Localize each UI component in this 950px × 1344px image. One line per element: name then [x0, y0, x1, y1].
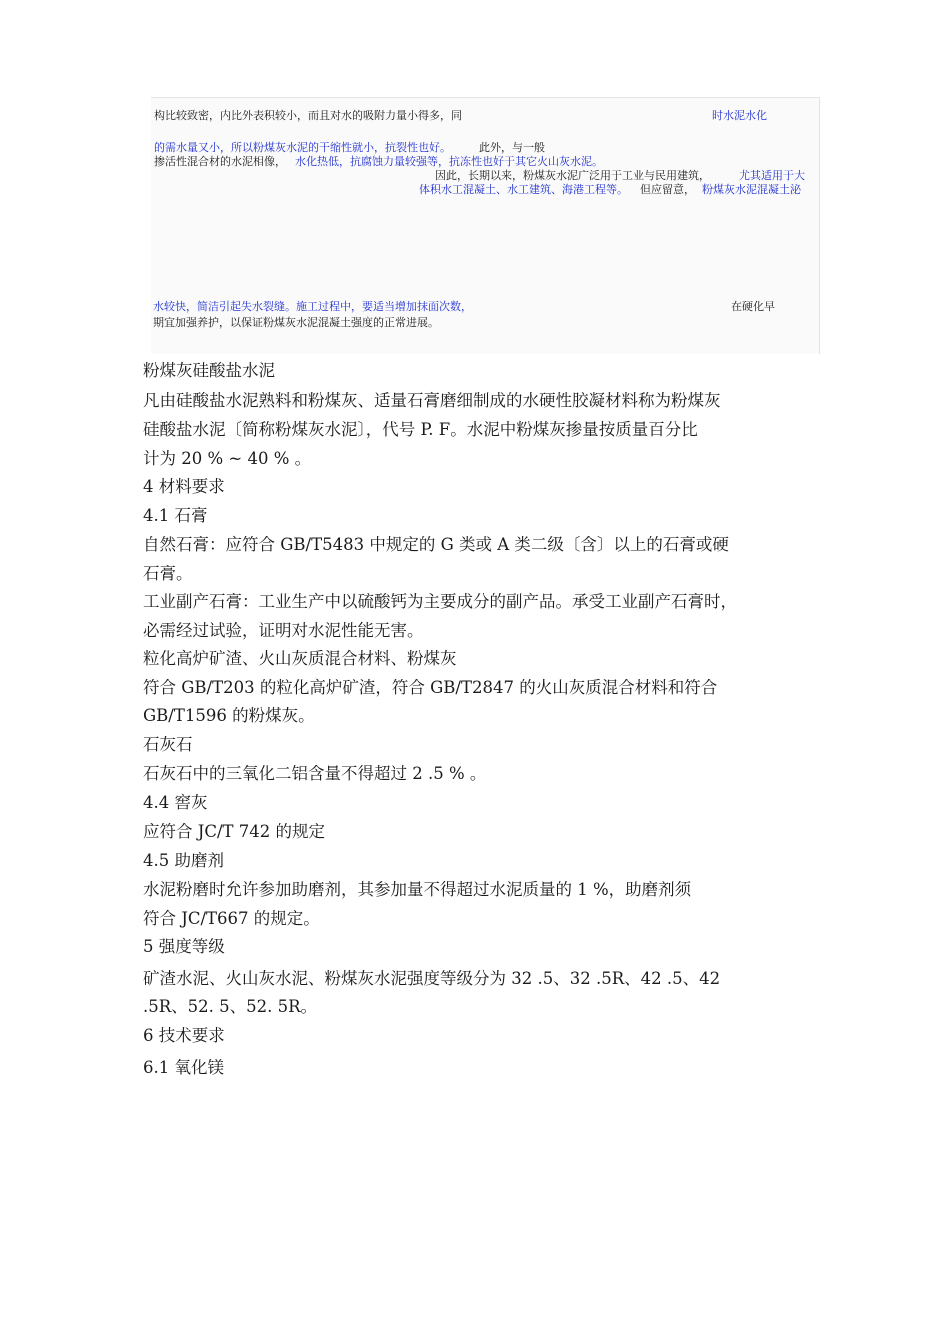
heading-5: 5 强度等级	[143, 937, 225, 956]
paragraph-line: 硅酸盐水泥〔简称粉煤灰水泥〕，代号 P. F。水泥中粉煤灰掺量按质量百分比	[143, 420, 698, 439]
heading-6: 6 技术要求	[143, 1026, 225, 1045]
box-line-1b: 时水泥水化	[712, 109, 767, 122]
heading-4: 4 材料要求	[143, 477, 225, 496]
paragraph-line: 自然石膏：应符合 GB/T5483 中规定的 G 类或 A 类二级〔含〕以上的石膏或硬	[143, 535, 729, 554]
paragraph-line: 工业副产石膏：工业生产中以硫酸钙为主要成分的副产品。承受工业副产石膏时，	[143, 592, 737, 611]
paragraph-line: 矿渣水泥、火山灰水泥、粉煤灰水泥强度等级分为 32 .5、32 .5R、42 .5、42	[143, 969, 721, 988]
paragraph-line: 石膏。	[143, 564, 193, 583]
paragraph-line: 应符合 JC/T 742 的规定	[143, 822, 326, 841]
heading-4-2: 粒化高炉矿渣、火山灰质混合材料、粉煤灰	[143, 649, 457, 668]
heading-4-1: 4.1 石膏	[143, 506, 208, 525]
heading-4-5: 4.5 助磨剂	[143, 851, 224, 870]
box-line-2a: 的需水量又小，所以粉煤灰水泥的干缩性就小，抗裂性也好。	[154, 141, 451, 154]
box-line-6a: 水较快，简洁引起失水裂缝。施工过程中，要适当增加抹面次数，	[153, 300, 472, 313]
box-line-5a: 体积水工混凝土、水工建筑、海港工程等。	[419, 183, 628, 196]
heading-4-3: 石灰石	[143, 735, 193, 754]
paragraph-line: 水泥粉磨时允许参加助磨剂，其参加量不得超过水泥质量的 1 %，助磨剂须	[143, 880, 692, 899]
paragraph-line: .5R、52. 5、52. 5R。	[143, 997, 318, 1016]
box-line-4a: 因此，长期以来，粉煤灰水泥广泛用于工业与民用建筑，	[435, 169, 710, 182]
paragraph-line: 符合 GB/T203 的粒化高炉矿渣，符合 GB/T2847 的火山灰质混合材料和符合	[143, 678, 718, 697]
heading-4-4: 4.4 窖灰	[143, 793, 208, 812]
paragraph-line: 石灰石中的三氧化二铝含量不得超过 2 .5 % 。	[143, 764, 487, 783]
section-title: 粉煤灰硅酸盐水泥	[143, 361, 275, 380]
box-line-1a: 构比较致密，内比外表积较小，而且对水的吸附力量小得多，同	[154, 109, 462, 122]
paragraph-line: 符合 JC/T667 的规定。	[143, 909, 320, 928]
box-line-2b: 此外，与一般	[479, 141, 545, 154]
box-line-6b: 在硬化早	[731, 300, 775, 313]
box-line-3a: 掺活性混合材的水泥相像，	[154, 155, 286, 168]
heading-6-1: 6.1 氧化镁	[143, 1058, 224, 1077]
box-line-5b: 但应留意，	[640, 183, 695, 196]
paragraph-line: GB/T1596 的粉煤灰。	[143, 706, 315, 725]
box-line-4b: 尤其适用于大	[739, 169, 805, 182]
box-line-7a: 期宜加强养护，以保证粉煤灰水泥混凝土强度的正常进展。	[153, 316, 439, 329]
paragraph-line: 计为 20 % ~ 40 % 。	[143, 449, 312, 468]
paragraph-line: 凡由硅酸盐水泥熟料和粉煤灰、适量石膏磨细制成的水硬性胶凝材料称为粉煤灰	[143, 391, 721, 410]
paragraph-line: 必需经过试验，证明对水泥性能无害。	[143, 621, 424, 640]
box-line-5c: 粉煤灰水泥混凝土泌	[702, 183, 801, 196]
box-line-3b: 水化热低，抗腐蚀力量较强等，抗冻性也好于其它火山灰水泥。	[295, 155, 603, 168]
embedded-text-image	[151, 97, 820, 354]
